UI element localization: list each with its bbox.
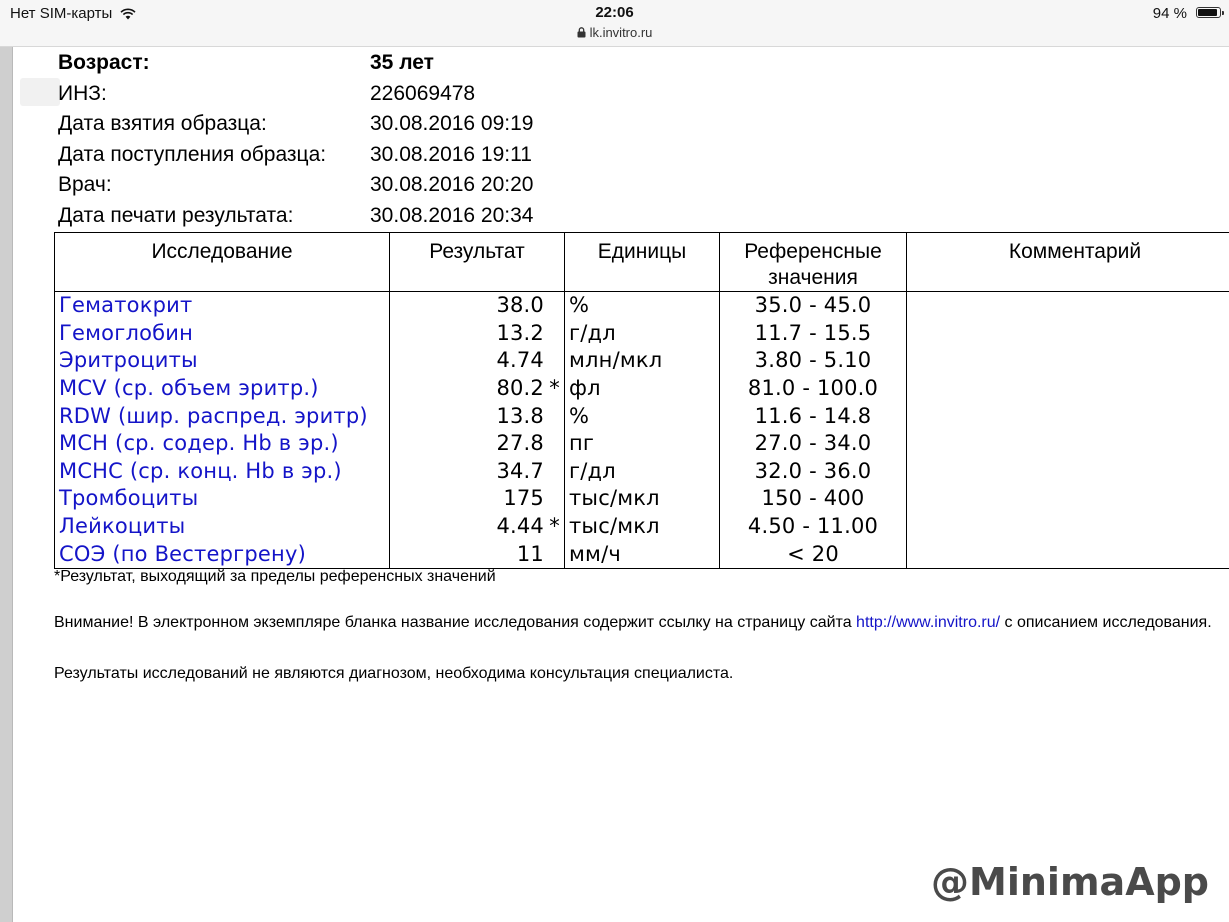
info-value: 35 лет <box>370 51 434 74</box>
reference-cell: 11.7 - 15.5 <box>720 320 907 348</box>
page-number-ghost <box>20 78 60 106</box>
comment-cell <box>907 402 1229 430</box>
status-bar <box>0 0 1229 47</box>
info-value: 30.08.2016 19:11 <box>370 142 532 166</box>
info-value: 30.08.2016 20:34 <box>370 203 534 227</box>
units-cell: тыс/мкл <box>565 485 720 513</box>
result-cell <box>390 292 565 320</box>
info-label: Врач: <box>58 173 112 196</box>
result-cell <box>390 402 565 430</box>
attention-note <box>54 612 1224 634</box>
result-cell <box>390 320 565 348</box>
test-name-link[interactable]: СОЭ (по Вестергрену) <box>55 540 390 568</box>
result-value: 11 <box>516 541 544 566</box>
info-value: 226069478 <box>370 81 476 105</box>
result-cell <box>390 347 565 375</box>
reference-cell: 3.80 - 5.10 <box>720 347 907 375</box>
comment-cell <box>907 347 1229 375</box>
units-cell: млн/мкл <box>565 347 720 375</box>
comment-cell <box>907 320 1229 348</box>
battery-percent: 94 % <box>1152 5 1187 22</box>
test-name-link[interactable]: MCHC (ср. конц. Hb в эр.) <box>55 458 390 486</box>
info-value: 30.08.2016 09:19 <box>370 112 534 135</box>
battery-icon <box>1196 7 1221 18</box>
lock-icon <box>577 27 586 38</box>
test-name-link[interactable]: RDW (шир. распред. эритр) <box>55 402 390 430</box>
units-cell: % <box>565 292 720 320</box>
reference-cell: 32.0 - 36.0 <box>720 458 907 486</box>
table-row <box>55 430 1229 458</box>
header-units: Единицы <box>565 233 720 292</box>
page-edge <box>0 47 13 922</box>
test-name-link[interactable]: Гемоглобин <box>55 320 390 348</box>
out-of-range-note: *Результат, выходящий за пределы референсных значений <box>54 568 496 585</box>
comment-cell <box>907 458 1229 486</box>
results-table <box>54 232 1229 569</box>
header-test: Исследование <box>55 233 390 292</box>
reference-cell: 150 - 400 <box>720 485 907 513</box>
units-cell: г/дл <box>565 320 720 348</box>
table-row <box>55 513 1229 541</box>
results-body <box>55 292 1229 569</box>
comment-cell <box>907 485 1229 513</box>
table-row <box>55 292 1229 320</box>
reference-cell: < 20 <box>720 540 907 568</box>
table-row <box>55 540 1229 568</box>
units-cell: пг <box>565 430 720 458</box>
units-cell: г/дл <box>565 458 720 486</box>
watermark: @MinimaApp <box>931 860 1209 904</box>
test-name-link[interactable]: MCV (ср. объем эритр.) <box>55 375 390 403</box>
table-row <box>55 347 1229 375</box>
attention-text: Внимание! В электронном экземпляре бланка название исследования содержит ссылку на страницу сайта <box>54 614 857 631</box>
test-name-link[interactable]: Гематокрит <box>55 292 390 320</box>
reference-cell: 81.0 - 100.0 <box>720 375 907 403</box>
invitro-link[interactable]: http://www.invitro.ru/ <box>856 614 1001 631</box>
result-cell <box>390 485 565 513</box>
attention-text-end: с описанием исследования. <box>1000 614 1212 631</box>
url-text: lk.invitro.ru <box>589 25 653 40</box>
result-value: 175 <box>503 486 544 511</box>
test-name-link[interactable]: MCH (ср. содер. Hb в эр.) <box>55 430 390 458</box>
result-value: 34.7 <box>496 458 544 483</box>
header-comment: Комментарий <box>907 233 1229 292</box>
table-row <box>55 458 1229 486</box>
info-label: Дата поступления образца: <box>58 142 327 166</box>
result-value: 4.74 <box>496 348 544 373</box>
comment-cell <box>907 430 1229 458</box>
table-row <box>55 375 1229 403</box>
comment-cell <box>907 292 1229 320</box>
table-row <box>55 320 1229 348</box>
reference-cell: 11.6 - 14.8 <box>720 402 907 430</box>
out-of-range-flag: * <box>549 376 560 401</box>
units-cell: фл <box>565 375 720 403</box>
info-value: 30.08.2016 20:20 <box>370 173 534 196</box>
test-name-link[interactable]: Тромбоциты <box>55 485 390 513</box>
table-row <box>55 485 1229 513</box>
address-bar[interactable] <box>0 25 1229 40</box>
carrier-label: Нет SIM-карты <box>10 5 113 22</box>
test-name-link[interactable]: Лейкоциты <box>55 513 390 541</box>
result-cell <box>390 513 565 541</box>
result-value: 80.2 <box>496 376 544 401</box>
test-name-link[interactable]: Эритроциты <box>55 347 390 375</box>
info-label: ИНЗ: <box>58 81 107 105</box>
units-cell: тыс/мкл <box>565 513 720 541</box>
result-cell <box>390 430 565 458</box>
out-of-range-flag: * <box>549 514 560 539</box>
result-value: 13.8 <box>496 403 544 428</box>
reference-cell: 4.50 - 11.00 <box>720 513 907 541</box>
table-header-row <box>55 233 1229 292</box>
result-cell <box>390 458 565 486</box>
units-cell: мм/ч <box>565 540 720 568</box>
result-value: 27.8 <box>496 431 544 456</box>
info-label: Дата взятия образца: <box>58 112 267 135</box>
units-cell: % <box>565 402 720 430</box>
result-value: 13.2 <box>496 320 544 345</box>
result-cell <box>390 540 565 568</box>
reference-cell: 35.0 - 45.0 <box>720 292 907 320</box>
clock: 22:06 <box>595 4 634 21</box>
header-reference: Референсные значения <box>720 233 907 292</box>
header-result: Результат <box>390 233 565 292</box>
result-cell <box>390 375 565 403</box>
result-value: 38.0 <box>496 293 544 318</box>
table-row <box>55 402 1229 430</box>
info-label: Возраст: <box>58 51 150 74</box>
disclaimer-note: Результаты исследований не являются диагнозом, необходима консультация специалиста. <box>54 665 734 682</box>
comment-cell <box>907 540 1229 568</box>
reference-cell: 27.0 - 34.0 <box>720 430 907 458</box>
comment-cell <box>907 513 1229 541</box>
info-label: Дата печати результата: <box>58 203 294 227</box>
result-value: 4.44 <box>496 514 544 539</box>
comment-cell <box>907 375 1229 403</box>
